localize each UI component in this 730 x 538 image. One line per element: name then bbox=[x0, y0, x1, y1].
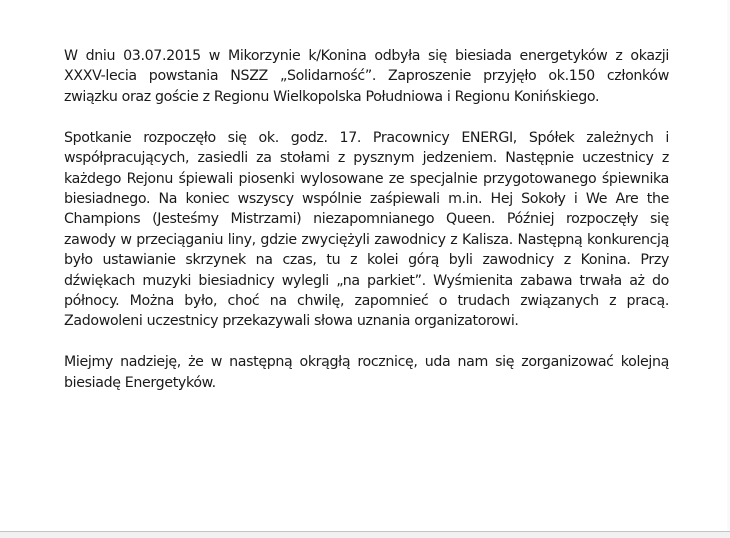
article-body bbox=[64, 46, 669, 414]
paragraph-intro: W dniu 03.07.2015 w Mikorzynie k/Konina odbyła się biesiada energetyków z okazji XXXV-lecia powstania NSZZ „Solidarność”. Zaproszenie przyjęło ok.150 członków związku oraz goście z Regionu Wielkopolska Południowa i Regionu Konińskiego. bbox=[64, 48, 669, 105]
paragraph-closing: Miejmy nadzieję, że w następną okrągłą rocznicę, uda nam się zorganizować kolejną biesiadę Energetyków. bbox=[64, 354, 669, 391]
paragraph-event-description: Spotkanie rozpoczęło się ok. godz. 17. Pracownicy ENERGI, Spółek zależnych i współpracujących, zasiedli za stołami z pysznym jedzeniem. Następnie uczestnicy z każdego Rejonu śpiewali piosenki wylosowane ze specjalnie przygotowanego śpiewnika biesiadnego. Na koniec wszyscy wspólnie zaśpiewali m.in. Hej Sokoły i We Are the Champions (Jesteśmy Mistrzami) niezapomnianego Queen. Później rozpoczęły się zawody w przeciąganiu liny, gdzie zwyciężyli zawodnicy z Kalisza. Następną konkurencją było ustawianie skrzynek na czas, tu z kolei górą byli zawodnicy z Konina. Przy dźwiękach muzyki biesiadnicy wylegli „na parkiet”. Wyśmienita zabawa trwała aż do północy. Można było, choć na chwilę, zapomnieć o trudach związanych z pracą. Zadowoleni uczestnicy przekazywali słowa uznania organizatorowi. bbox=[64, 129, 669, 330]
bottom-bar bbox=[0, 532, 730, 538]
